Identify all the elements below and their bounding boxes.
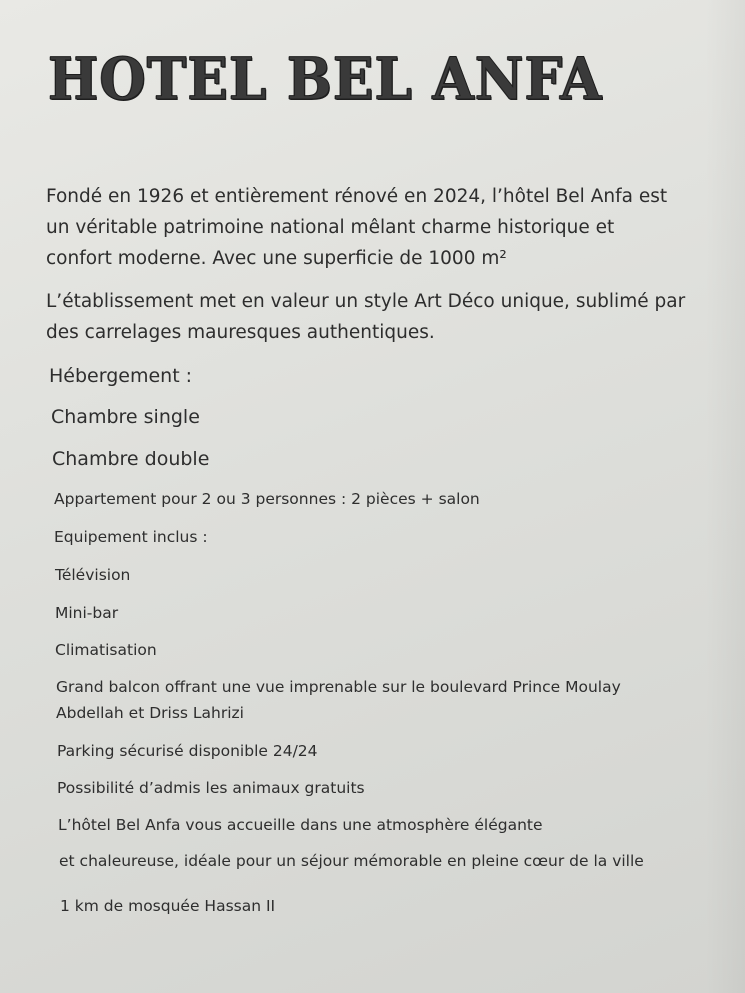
equipment-parking: Parking sécurisé disponible 24/24 xyxy=(57,742,318,760)
equipment-aircon: Climatisation xyxy=(55,641,157,659)
style-paragraph xyxy=(46,286,685,348)
apartment-option: Appartement pour 2 ou 3 personnes : 2 pièces + salon xyxy=(54,490,480,508)
equipment-balcony-line-1: Grand balcon offrant une vue imprenable sur le boulevard Prince Moulay xyxy=(56,678,621,696)
equipment-balcony-line-2: Abdellah et Driss Lahrizi xyxy=(56,704,244,722)
equipment-pets: Possibilité d’admis les animaux gratuits xyxy=(57,779,365,797)
intro-line-2: un véritable patrimoine national mêlant charme historique et xyxy=(46,217,615,238)
style-line-1: L’établissement met en valeur un style Art Déco unique, sublimé par xyxy=(46,291,686,312)
equipment-tv: Télévision xyxy=(55,566,131,584)
equipment-minibar: Mini-bar xyxy=(55,604,119,622)
hotel-title: HOTEL BEL ANFA xyxy=(48,45,603,113)
page-shadow xyxy=(705,0,745,993)
intro-line-3: confort moderne. Avec une superficie de 1000 m² xyxy=(46,248,507,269)
accommodation-heading: Hébergement : xyxy=(49,365,193,387)
closing-line-2: et chaleureuse, idéale pour un séjour mémorable en pleine cœur de la ville xyxy=(59,852,644,870)
equipment-heading: Equipement inclus : xyxy=(54,528,208,546)
closing-line-1: L’hôtel Bel Anfa vous accueille dans une atmosphère élégante xyxy=(58,816,543,834)
style-line-2: des carrelages mauresques authentiques. xyxy=(46,322,435,343)
room-single: Chambre single xyxy=(51,406,200,428)
intro-line-1: Fondé en 1926 et entièrement rénové en 2024, l’hôtel Bel Anfa est xyxy=(46,186,668,207)
room-double: Chambre double xyxy=(52,448,210,470)
location-distance: 1 km de mosquée Hassan II xyxy=(60,897,276,915)
intro-paragraph xyxy=(46,181,667,274)
